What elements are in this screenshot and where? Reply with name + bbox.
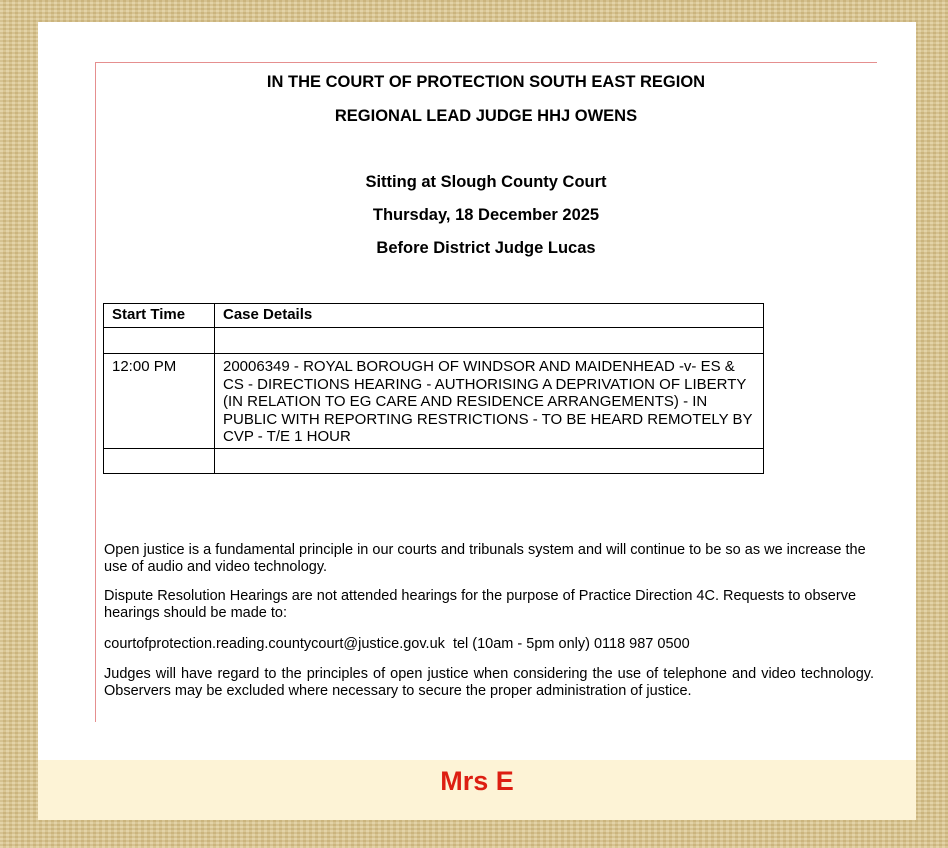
table-cell-details [215,328,764,354]
margin-rule-left [95,62,96,722]
caption-name: Mrs E [440,766,514,796]
hearing-date: Thursday, 18 December 2025 [372,206,600,224]
contact-line: courtofprotection.reading.countycourt@justice.gov.uk tel (10am - 5pm only) 0118 987 0500 [104,636,690,652]
open-justice-paragraph: Open justice is a fundamental principle in our courts and tribunals system and will continue to be so as we increase the use of audio and video technology. [104,542,866,575]
table-cell-details: 20006349 - ROYAL BOROUGH OF WINDSOR AND MAIDENHEAD -v- ES & CS - DIRECTIONS HEARING - AUTHORISING A DEPRIVATION OF LIBERTY (IN RELATION TO EG CARE AND RESIDENCE ARRANGEMENTS) - IN PUBLIC WITH REPORTING RESTRICTIONS - TO BE HEARD REMOTELY BY CVP - T/E 1 HOUR [215,354,764,449]
table-header-row [104,304,764,328]
table-cell-time [104,448,215,473]
table-cell-time [104,328,215,354]
column-header-start-time: Start Time [104,304,215,328]
judge-name: Before District Judge Lucas [376,239,596,257]
table-row [104,354,764,449]
dispute-resolution-paragraph: Dispute Resolution Hearings are not attended hearings for the purpose of Practice Direction 4C. Requests to observe hearings should be made to: [104,588,857,621]
lead-judge: REGIONAL LEAD JUDGE HHJ OWENS [334,107,638,125]
margin-rule-top [95,62,877,63]
sitting-location: Sitting at Slough County Court [365,173,607,191]
judges-paragraph: Judges will have regard to the principles of open justice when considering the use of telephone and video technology. Observers may be excluded where necessary to secure the proper administration of justice. [104,666,874,699]
table-cell-details [215,448,764,473]
hearing-schedule-table [103,303,764,474]
table-cell-time: 12:00 PM [104,354,215,449]
table-row [104,448,764,473]
column-header-case-details: Case Details [215,304,764,328]
table-row [104,328,764,354]
court-title: IN THE COURT OF PROTECTION SOUTH EAST REGION [266,73,706,91]
